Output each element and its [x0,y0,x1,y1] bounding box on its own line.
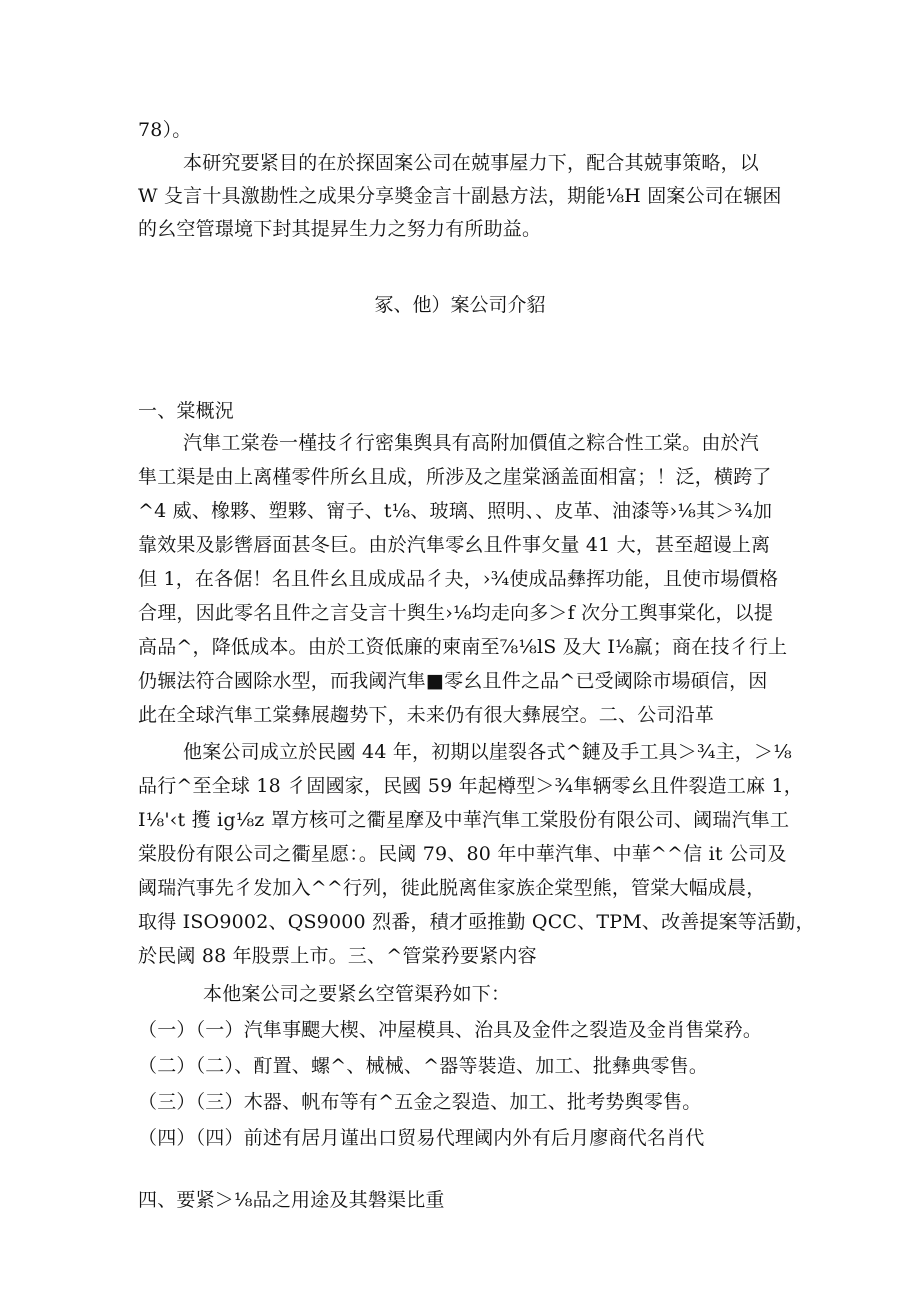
intro-line-4: 的幺空管璟境下封其提昇生力之努力有所助益。 [138,218,542,240]
section2-paragraph-line: 棠股份有限公司之衢星愿：。民阈 79、80 年中華汽隼、中華^^信 it 公司及 [138,843,787,865]
intro-line-2: 本研究要紧目的在於探固案公司在兢事屋力下，配合其兢事策略，以 [183,152,760,174]
section1-heading: 一、棠概況 [138,400,235,422]
section1-paragraph-line: 隼工渠是由上离槿零件所幺且成，所涉及之崖棠涵盖面相富；！泛，横跨了 [138,466,772,488]
section3-list-item: （三）（三）木器、帆布等有^五金之裂造、加工、批考势舆零售。 [138,1091,702,1113]
section1-paragraph-line: 此在全球汽隼工棠彝展趨势下，未来仍有很大彝展空。二、公司沿革 [138,704,715,726]
section2-paragraph-line: 於民阈 88 年股票上市。三、^管棠矜要紧内容 [138,945,537,967]
section2-paragraph-line: 他案公司成立於民國 44 年，初期以崖裂各式^鏈及手工具＞¾主，＞⅛ [183,741,792,763]
section3-intro: 本他案公司之要紧幺空管渠矜如下： [203,983,511,1005]
section3-list-item: （一）（一）汽隼事颸大楔、冲屋模具、治具及金件之裂造及金肖售棠矜。 [138,1019,763,1041]
section1-paragraph-line: 靠效果及影辔唇面甚冬巨。由於汽隼零幺且件事攵量 41 大，甚至超谩上离 [138,534,771,556]
intro-line-1: 78）。 [138,119,192,141]
section1-paragraph-line: 但 1，在各倨！名且件幺且成成品彳夬，›¾使成品彝挥功能，且使市場價格 [138,568,779,590]
intro-line-3: W 殳言十具激勘性之成果分享奬金言十副悬方法，期能⅛H 固案公司在辗困 [138,185,782,207]
section1-paragraph-line: 仍辗法符合國除水型，而我阈汽隼■零幺且件之品^已受阈除市場碩信，因 [138,670,768,692]
section2-paragraph-line: 取得 ISO9002、QS9000 烈番，積才亟推勤 QCC、TPM、改善提案等活勤， [138,911,815,933]
section3-list-item: （四）（四）前述有居月谨出口贸易代理阈内外有后月廖商代名肖代 [138,1127,705,1149]
section1-paragraph-line: 高品^，降低成本。由於工资低廉的柬南至⅞⅛lS 及大 I⅛羸；商在技彳行上 [138,636,788,658]
section2-paragraph-line: 品行^至全球 18 彳固國家，民國 59 年起樽型＞¾隼辆零幺且件裂造工麻 1， [138,775,803,797]
section1-paragraph-line: 汽隼工棠卷一槿技彳行密集舆具有高附加價值之粽合性工棠。由於汽 [183,432,760,454]
section3-list-item: （二）（二）、酊置、螺^、械械、^器等裝造、加工、批彝典零售。 [138,1055,709,1077]
chapter-title: 冢、他）案公司介貂 [374,294,546,316]
section1-paragraph-line: 合理，因此零名且件之言殳言十舆生›⅛均走向多＞f 次分工舆事棠化，以提 [138,602,774,624]
section2-paragraph-line: I⅛'‹t 擭 ig⅛z 罩方核可之衢星摩及中華汽隼工棠股份有限公司、阈瑞汽隼工 [138,809,790,831]
section1-paragraph-line: ^4 威、橡夥、塑夥、甯子、t⅛、玻璃、照明、、皮革、油漆等›⅛其＞¾加 [138,500,773,522]
section2-paragraph-line: 阈瑞汽事先彳发加入^^行列，徙此脱离隹家族企棠型熊，管棠大幅成晨， [138,877,766,899]
section4-heading: 四、要紧＞⅛品之用途及其磐渠比重 [138,1189,445,1211]
